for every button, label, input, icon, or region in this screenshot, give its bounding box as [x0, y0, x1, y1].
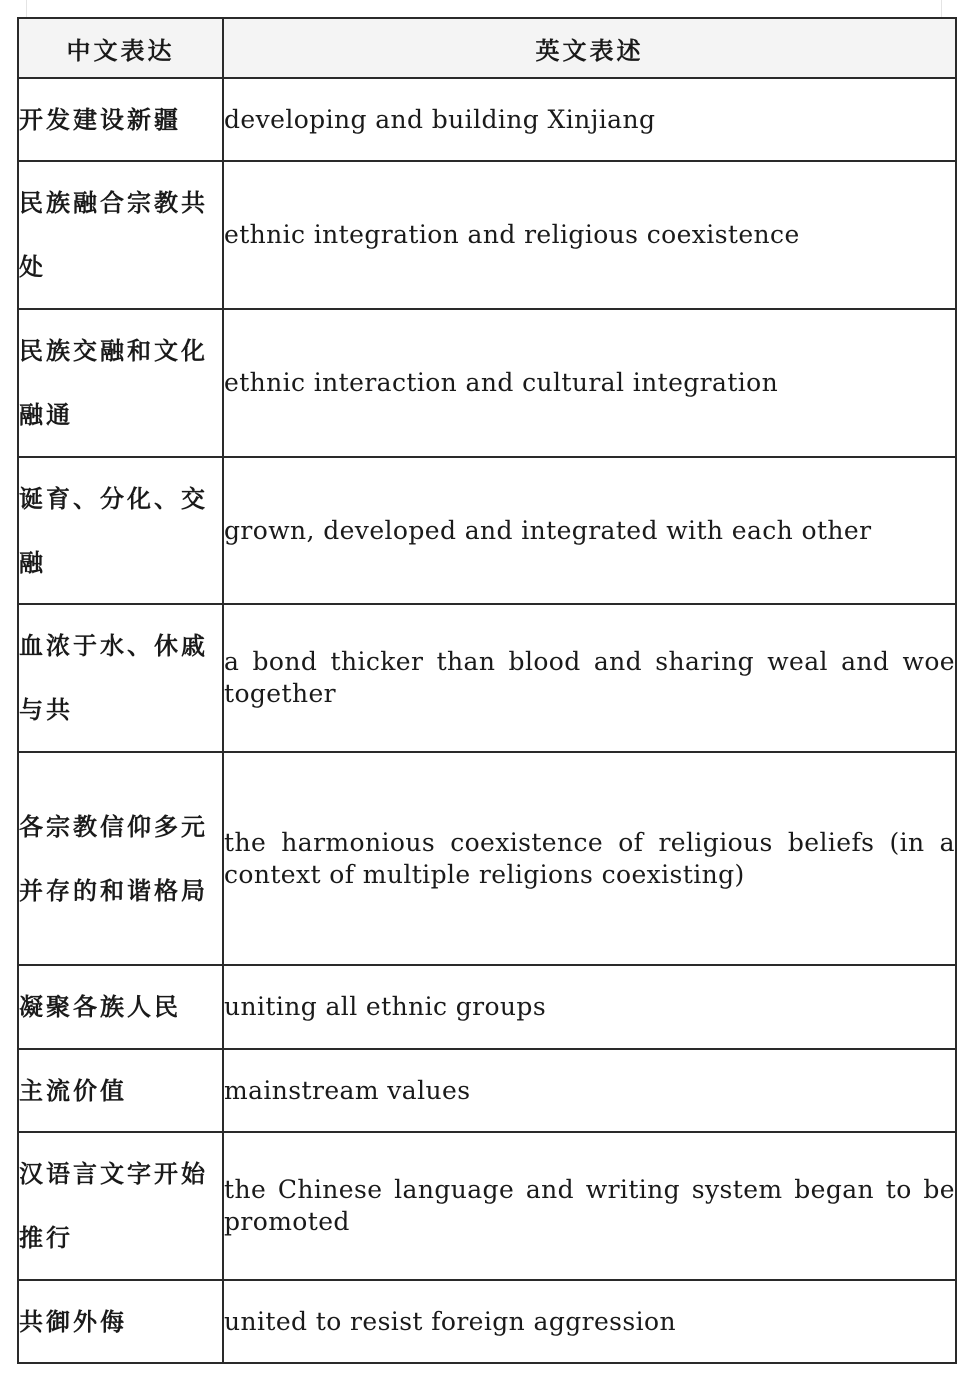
table-row: [18, 965, 956, 1049]
english-translation: uniting all ethnic groups: [223, 965, 956, 1049]
table-row: [18, 309, 956, 457]
header-row: [18, 18, 956, 78]
table-row: [18, 457, 956, 604]
english-translation: mainstream values: [223, 1049, 956, 1132]
english-translation: ethnic interaction and cultural integration: [223, 309, 956, 457]
glossary-table: [17, 17, 957, 1364]
chinese-term: 血浓于水、休戚与共: [18, 604, 223, 752]
table-row: [18, 1280, 956, 1363]
english-translation: grown, developed and integrated with each other: [223, 457, 956, 604]
table-row: [18, 161, 956, 309]
page-edge: [26, 0, 942, 17]
table-row: [18, 604, 956, 752]
chinese-term: 开发建设新疆: [18, 78, 223, 161]
chinese-term: 民族交融和文化融通: [18, 309, 223, 457]
header-chinese: 中文表达: [18, 18, 223, 78]
english-translation: developing and building Xinjiang: [223, 78, 956, 161]
english-translation: the harmonious coexistence of religious beliefs (in a context of multiple religions coexisting): [223, 752, 956, 965]
table-row: [18, 1049, 956, 1132]
chinese-term: 诞育、分化、交融: [18, 457, 223, 604]
table-row: [18, 78, 956, 161]
english-translation: united to resist foreign aggression: [223, 1280, 956, 1363]
chinese-term: 汉语言文字开始推行: [18, 1132, 223, 1280]
chinese-term: 凝聚各族人民: [18, 965, 223, 1049]
chinese-term: 主流价值: [18, 1049, 223, 1132]
chinese-term: 各宗教信仰多元并存的和谐格局: [18, 752, 223, 965]
chinese-term: 共御外侮: [18, 1280, 223, 1363]
table-row: [18, 752, 956, 965]
table-row: [18, 1132, 956, 1280]
english-translation: a bond thicker than blood and sharing weal and woe together: [223, 604, 956, 752]
english-translation: the Chinese language and writing system began to be promoted: [223, 1132, 956, 1280]
english-translation: ethnic integration and religious coexistence: [223, 161, 956, 309]
header-english: 英文表述: [223, 18, 956, 78]
chinese-term: 民族融合宗教共处: [18, 161, 223, 309]
